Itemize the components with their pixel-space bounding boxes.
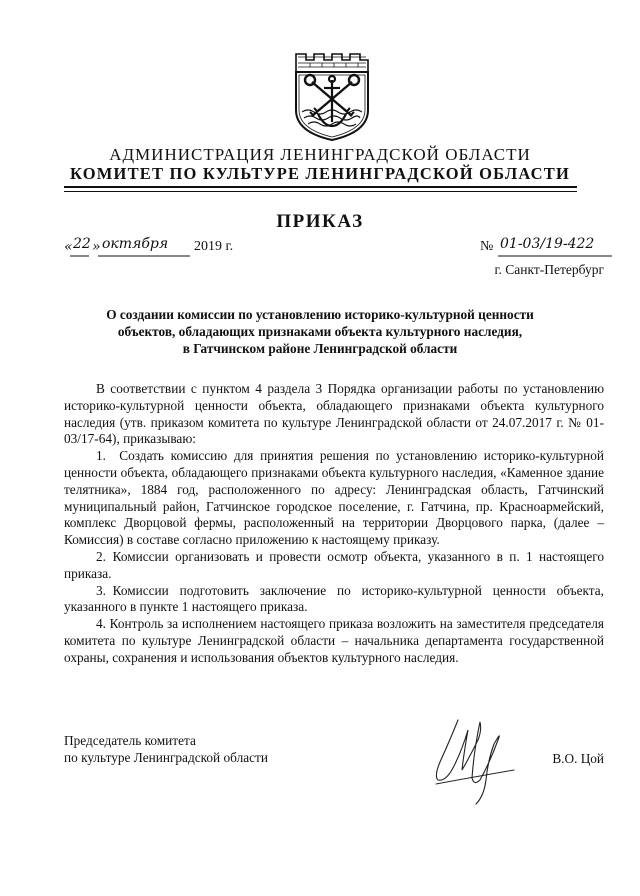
number-value: 01-03/19-422: [500, 236, 595, 252]
position-line-1: Председатель комитета: [64, 733, 196, 748]
number-underline: [498, 255, 614, 259]
position-line-2: по культуре Ленинградской области: [64, 750, 268, 765]
document-number: [470, 236, 630, 260]
date-year: 2019 г.: [194, 239, 234, 254]
organization-line-1: АДМИНИСТРАЦИЯ ЛЕНИНГРАДСКОЙ ОБЛАСТИ: [109, 145, 531, 164]
title-line: объектов, обладающих признаками объекта культурного наследия,: [117, 324, 523, 339]
organization-line-2: КОМИТЕТ ПО КУЛЬТУРЕ ЛЕНИНГРАДСКОЙ ОБЛАСТИ: [69, 164, 571, 183]
date-open-quote: «: [64, 239, 73, 255]
order-item-3: 3. Комиссии подготовить заключение по историко-культурной ценности объекта, указанного в пункте 1 настоящего приказа.: [64, 582, 604, 615]
date-close-quote: »: [92, 239, 101, 255]
preamble-paragraph: В соответствии с пунктом 4 раздела 3 Порядка организации работы по установлению историко-культурной ценности объекта, обладающего признаками объекта культурного наследия (утв. приказом комитета по культуре Ленинградской области от 24.07.2017 г. № 01-03/17-64), приказываю:: [64, 381, 604, 447]
document-title: [80, 306, 560, 357]
title-line: О создании комиссии по установлению историко-культурной ценности: [106, 307, 534, 322]
title-line: в Гатчинском районе Ленинградской области: [182, 341, 458, 356]
document-date: [64, 236, 264, 260]
signatory-name: В.О. Цой: [552, 751, 604, 766]
document-body: [64, 381, 604, 667]
order-item-4: 4. Контроль за исполнением настоящего приказа возложить на заместителя председателя комитета по культуре Ленинградской области – начальника департамента государственной охраны, сохранения и использования объектов культурного наследия.: [64, 616, 604, 665]
date-day: 22: [73, 236, 91, 252]
signatory-position: [64, 732, 268, 766]
handwritten-signature: [428, 700, 524, 810]
number-prefix: №: [480, 239, 494, 254]
city: г. Санкт-Петербург: [494, 262, 604, 277]
date-underline: [64, 255, 192, 259]
document-type: ПРИКАЗ: [276, 211, 364, 232]
order-item-1: 1. Создать комиссию для принятия решения по установлению историко-культурной ценности объекта, обладающего признаками объекта культурного наследия, «Каменное здание телятника», 1884 год, расположенного по адресу: Ленинградская область, Гатчинский муниципальный район, Гатчинское городское поселение, г. Гатчина, пр. Красноармейский, комплекс Дворцовой фермы, расположенный на территории Дворцового парка, (далее – Комиссия) в составе согласно приложению к настоящему приказу.: [64, 448, 604, 548]
order-item-2: 2. Комиссии организовать и провести осмотр объекта, указанного в п. 1 настоящего приказа.: [64, 548, 604, 581]
coat-of-arms-emblem: [290, 52, 374, 142]
header-rule-thick: [64, 186, 577, 188]
header-rule-thin: [64, 191, 577, 192]
date-month: октября: [102, 236, 169, 252]
